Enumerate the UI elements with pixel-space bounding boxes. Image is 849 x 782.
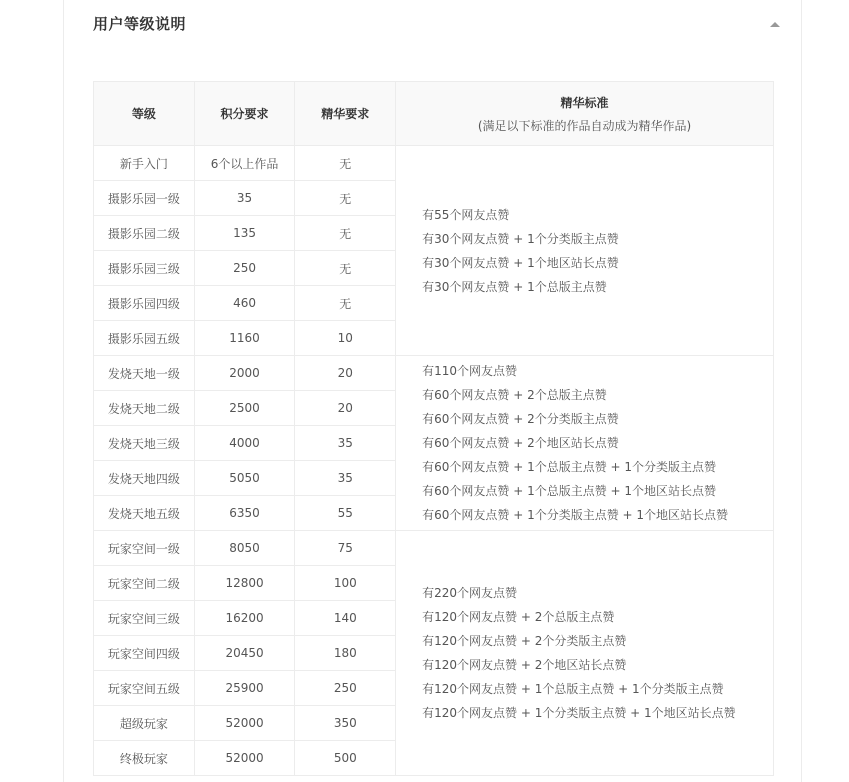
- header-criteria-note: (满足以下标准的作品自动成为精华作品): [477, 118, 692, 133]
- cell-featured: 250: [295, 671, 396, 706]
- cell-featured: 无: [295, 216, 396, 251]
- criteria-line: 有120个网友点赞 + 1个总版主点赞 + 1个分类版主点赞: [422, 682, 724, 696]
- table-row: [94, 531, 774, 566]
- header-criteria-title: 精华标准: [560, 95, 609, 110]
- cell-level: 发烧天地二级: [94, 391, 195, 426]
- table-row: [94, 146, 774, 181]
- cell-points: 1160: [194, 321, 295, 356]
- table-row: [94, 356, 774, 391]
- cell-level: 玩家空间三级: [94, 601, 195, 636]
- cell-featured: 180: [295, 636, 396, 671]
- criteria-line: 有30个网友点赞 + 1个地区站长点赞: [422, 255, 619, 270]
- user-level-card: [63, 0, 802, 782]
- criteria-line: 有60个网友点赞 + 1个分类版主点赞 + 1个地区站长点赞: [422, 508, 729, 522]
- cell-featured: 55: [295, 496, 396, 531]
- cell-level: 玩家空间一级: [94, 531, 195, 566]
- criteria-line: 有55个网友点赞: [422, 207, 510, 222]
- cell-featured: 350: [295, 706, 396, 741]
- cell-featured: 500: [295, 741, 396, 776]
- section-title: 用户等级说明: [93, 15, 187, 33]
- criteria-line: 有60个网友点赞 + 1个总版主点赞 + 1个分类版主点赞: [422, 460, 717, 474]
- cell-featured: 35: [295, 461, 396, 496]
- cell-points: 35: [194, 181, 295, 216]
- cell-level: 终极玩家: [94, 741, 195, 776]
- cell-level: 发烧天地一级: [94, 356, 195, 391]
- header-criteria: [396, 82, 774, 146]
- criteria-group-3: [396, 531, 774, 776]
- criteria-line: 有120个网友点赞 + 2个总版主点赞: [422, 610, 615, 624]
- cell-level: 玩家空间五级: [94, 671, 195, 706]
- cell-level: 玩家空间四级: [94, 636, 195, 671]
- cell-points: 5050: [194, 461, 295, 496]
- header-featured: 精华要求: [295, 82, 396, 146]
- criteria-group-1: [396, 146, 774, 356]
- user-level-table: [93, 81, 774, 776]
- cell-points: 52000: [194, 706, 295, 741]
- cell-level: 摄影乐园四级: [94, 286, 195, 321]
- table-header-row: [94, 82, 774, 146]
- criteria-line: 有120个网友点赞 + 2个地区站长点赞: [422, 658, 627, 672]
- cell-featured: 无: [295, 286, 396, 321]
- cell-level: 摄影乐园五级: [94, 321, 195, 356]
- criteria-line: 有30个网友点赞 + 1个总版主点赞: [422, 279, 607, 294]
- cell-points: 12800: [194, 566, 295, 601]
- criteria-line: 有220个网友点赞: [422, 586, 518, 600]
- cell-points: 460: [194, 286, 295, 321]
- criteria-line: 有60个网友点赞 + 2个分类版主点赞: [422, 412, 619, 426]
- cell-level: 玩家空间二级: [94, 566, 195, 601]
- cell-level: 摄影乐园二级: [94, 216, 195, 251]
- cell-featured: 20: [295, 356, 396, 391]
- cell-featured: 无: [295, 146, 396, 181]
- cell-points: 4000: [194, 426, 295, 461]
- cell-level: 发烧天地五级: [94, 496, 195, 531]
- chevron-up-icon: [770, 22, 780, 27]
- criteria-line: 有60个网友点赞 + 2个地区站长点赞: [422, 436, 619, 450]
- cell-featured: 无: [295, 251, 396, 286]
- criteria-line: 有30个网友点赞 + 1个分类版主点赞: [422, 231, 619, 246]
- cell-featured: 无: [295, 181, 396, 216]
- header-points: 积分要求: [194, 82, 295, 146]
- cell-points: 2500: [194, 391, 295, 426]
- cell-points: 52000: [194, 741, 295, 776]
- criteria-group-2: [396, 356, 774, 531]
- cell-points: 8050: [194, 531, 295, 566]
- cell-points: 6350: [194, 496, 295, 531]
- cell-points: 135: [194, 216, 295, 251]
- criteria-line: 有120个网友点赞 + 1个分类版主点赞 + 1个地区站长点赞: [422, 706, 736, 720]
- cell-level: 超级玩家: [94, 706, 195, 741]
- criteria-line: 有120个网友点赞 + 2个分类版主点赞: [422, 634, 627, 648]
- cell-points: 250: [194, 251, 295, 286]
- collapse-button[interactable]: [768, 17, 782, 31]
- cell-points: 6个以上作品: [194, 146, 295, 181]
- cell-level: 摄影乐园三级: [94, 251, 195, 286]
- cell-featured: 75: [295, 531, 396, 566]
- criteria-line: 有110个网友点赞: [422, 364, 518, 378]
- cell-points: 2000: [194, 356, 295, 391]
- cell-level: 发烧天地四级: [94, 461, 195, 496]
- criteria-line: 有60个网友点赞 + 2个总版主点赞: [422, 388, 607, 402]
- cell-featured: 35: [295, 426, 396, 461]
- cell-featured: 100: [295, 566, 396, 601]
- cell-level: 新手入门: [94, 146, 195, 181]
- cell-points: 25900: [194, 671, 295, 706]
- header-level: 等级: [94, 82, 195, 146]
- cell-points: 16200: [194, 601, 295, 636]
- cell-featured: 20: [295, 391, 396, 426]
- cell-featured: 10: [295, 321, 396, 356]
- cell-featured: 140: [295, 601, 396, 636]
- cell-level: 摄影乐园一级: [94, 181, 195, 216]
- cell-level: 发烧天地三级: [94, 426, 195, 461]
- criteria-line: 有60个网友点赞 + 1个总版主点赞 + 1个地区站长点赞: [422, 484, 717, 498]
- cell-points: 20450: [194, 636, 295, 671]
